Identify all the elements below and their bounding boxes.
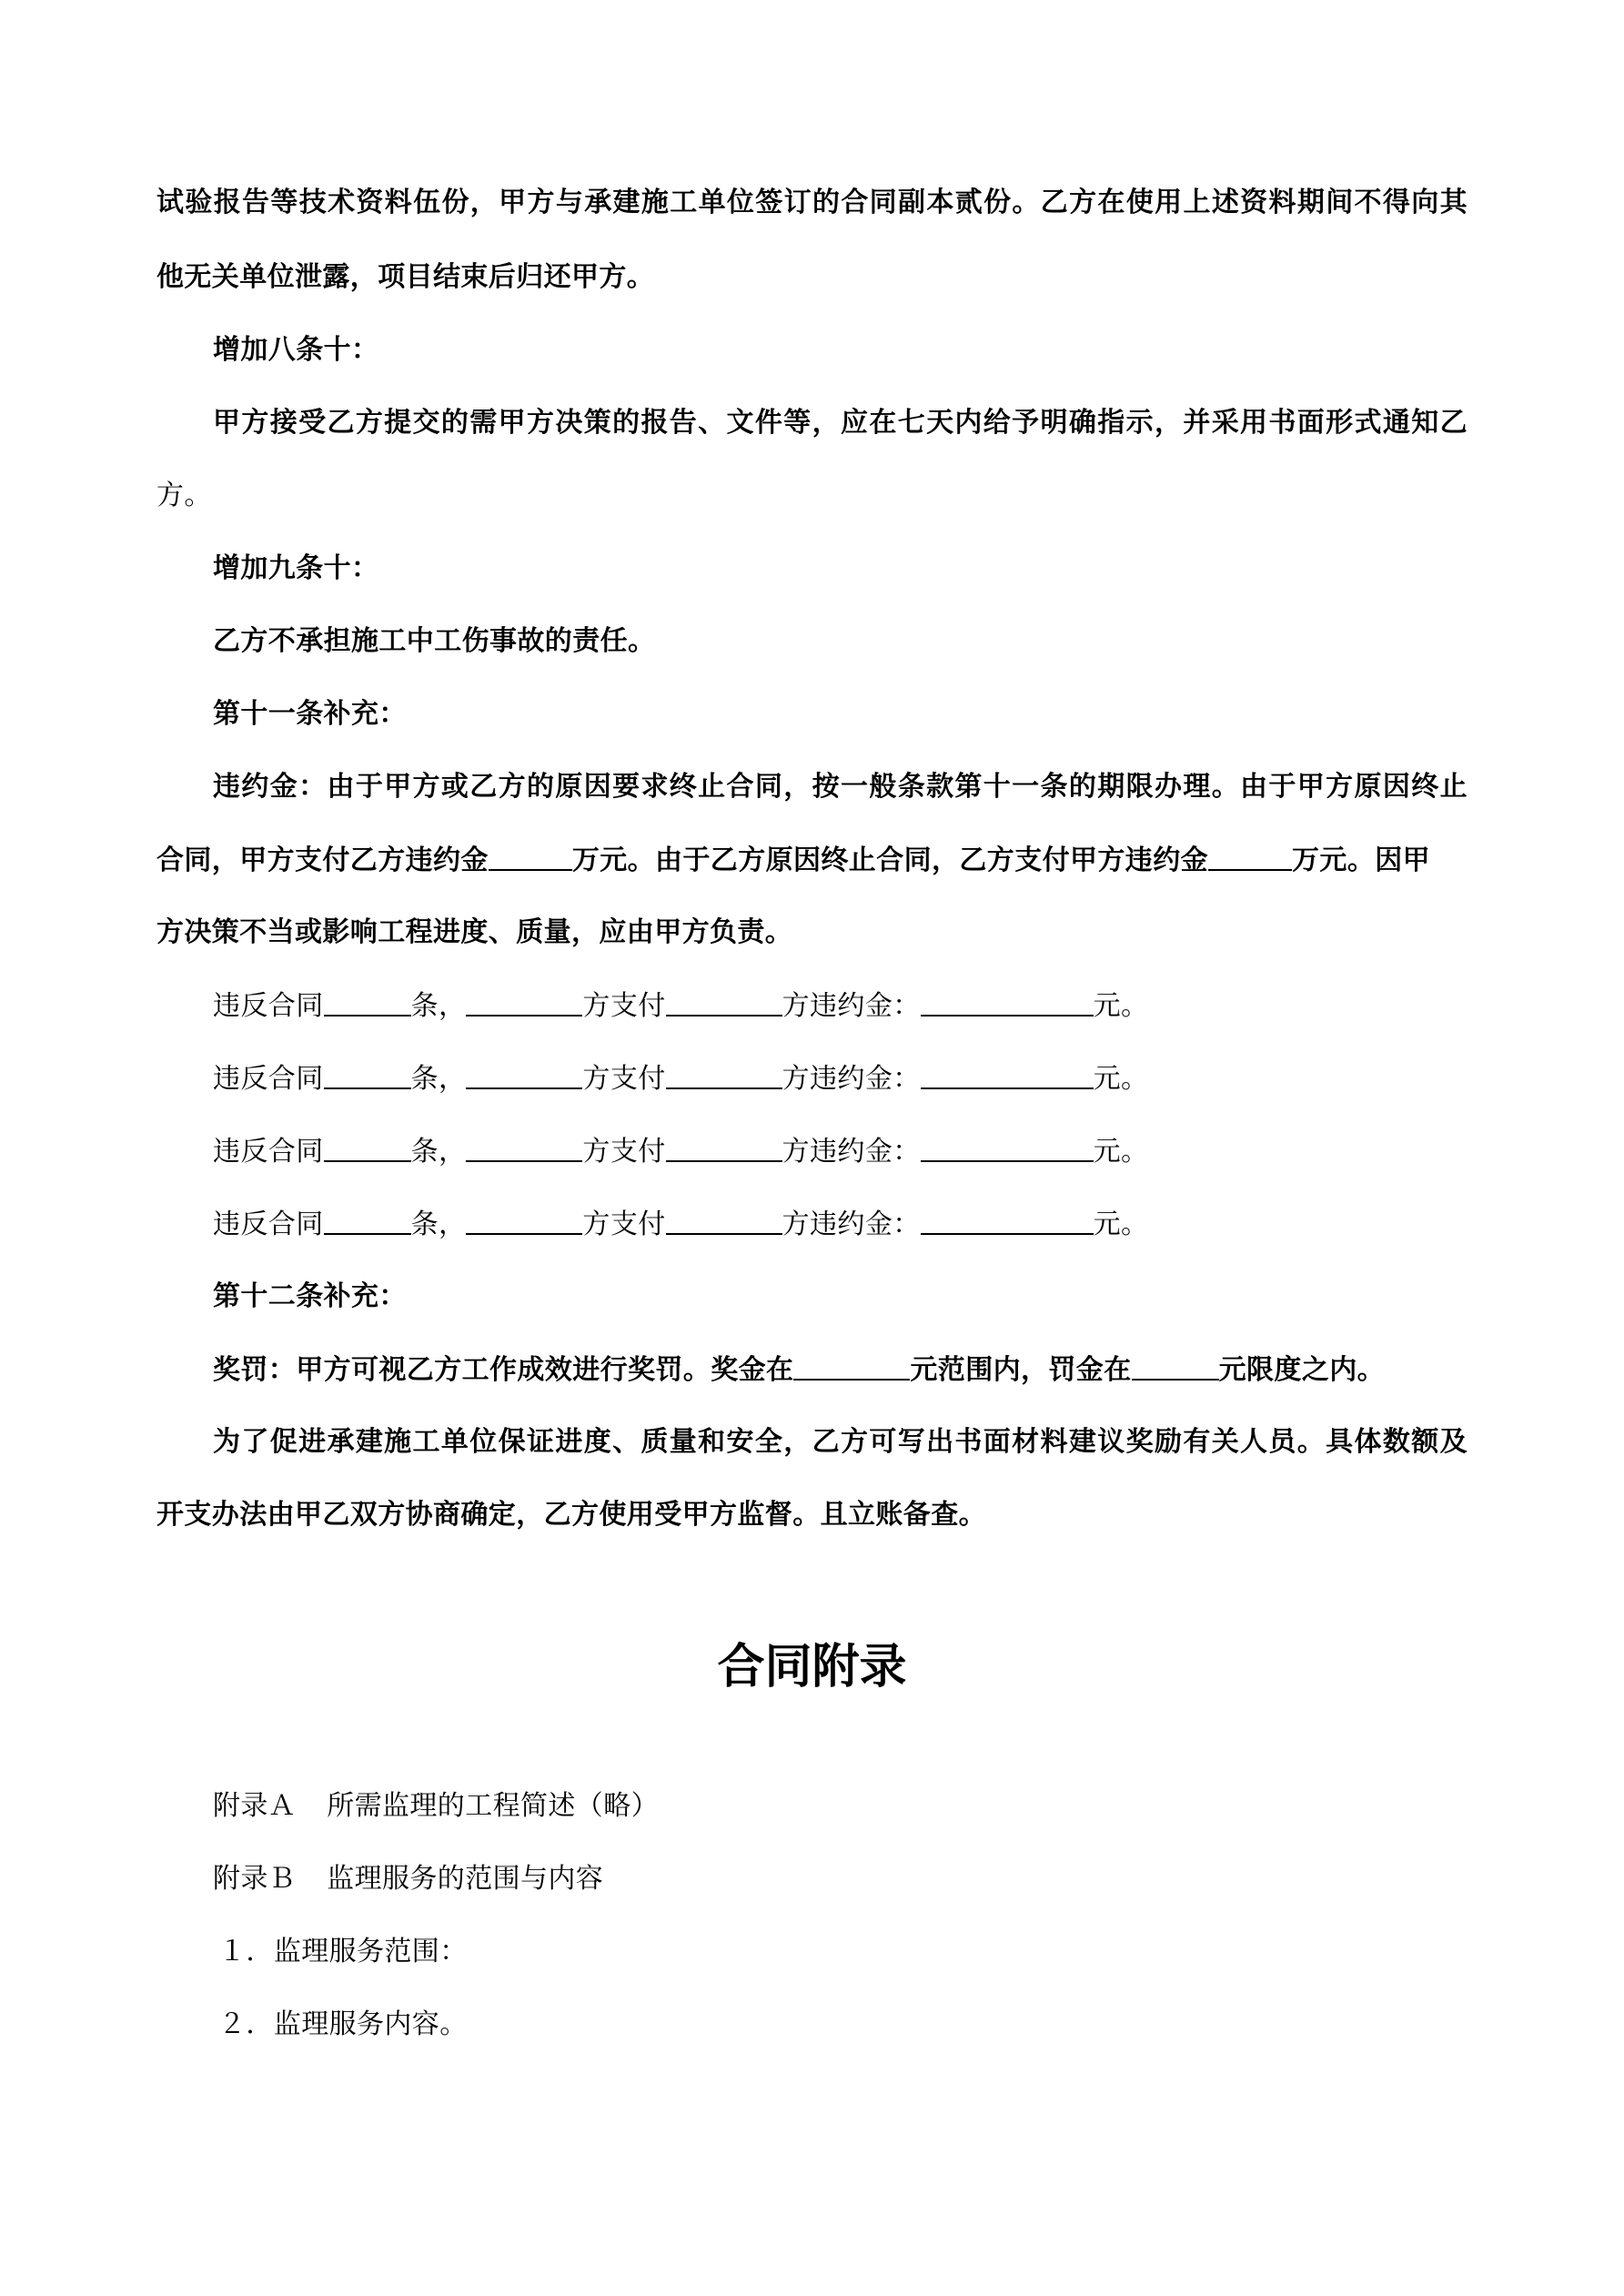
list-text: 监理服务范围： <box>273 1936 468 1967</box>
paragraph-line: 为了促进承建施工单位保证进度、质量和安全，乙方可写出书面材料建议奖励有关人员。具体数额及 <box>213 1426 1468 1458</box>
text-segment: 万元。由于乙方原因终止合同，乙方支付甲方违约金 <box>571 845 1209 876</box>
appendix-text: 所需监理的工程简述（略） <box>327 1790 660 1822</box>
fill-blank-article[interactable] <box>324 1206 411 1235</box>
text-segment: 元限度之内。 <box>1218 1354 1386 1386</box>
paragraph-line: 他无关单位泄露，项目结束后归还甲方。 <box>156 261 655 293</box>
fill-blank-payee[interactable] <box>666 1206 782 1235</box>
fill-blank-amount[interactable] <box>921 1206 1094 1235</box>
paragraph-line <box>213 1351 1385 1388</box>
appendix-sub-item <box>218 2007 468 2043</box>
text-segment: 方支付 <box>582 1136 666 1168</box>
list-number: １． <box>218 1936 274 1967</box>
paragraph-line: 试验报告等技术资料伍份，甲方与承建施工单位签订的合同副本贰份。乙方在使用上述资料期间不得向其 <box>156 187 1468 218</box>
fill-blank-article[interactable] <box>324 987 411 1017</box>
paragraph-line: 甲方接受乙方提交的需甲方决策的报告、文件等，应在七天内给予明确指示，并采用书面形式通知乙 <box>213 407 1468 439</box>
appendix-item-b <box>213 1861 603 1897</box>
fill-blank-article[interactable] <box>324 1133 411 1162</box>
penalty-row <box>213 1060 1148 1097</box>
section-heading-article-11: 第十一条补充： <box>213 698 407 730</box>
text-segment: 违反合同 <box>213 1063 324 1095</box>
text-segment: 条， <box>410 1209 467 1240</box>
text-segment: 违反合同 <box>213 990 324 1022</box>
list-number: ２． <box>218 2008 274 2040</box>
fill-blank-payee[interactable] <box>666 987 782 1017</box>
text-segment: 条， <box>410 1063 467 1095</box>
fill-blank-payer[interactable] <box>466 987 582 1017</box>
fill-blank-payee[interactable] <box>666 1060 782 1089</box>
section-heading-article-9: 增加九条十： <box>213 552 379 584</box>
paragraph-line: 违约金：由于甲方或乙方的原因要求终止合同，按一般条款第十一条的期限办理。由于甲方原因终止 <box>213 771 1468 803</box>
appendix-title: 合同附录 <box>717 1640 907 1694</box>
text-segment: 方支付 <box>582 1209 666 1240</box>
text-segment: 方违约金： <box>782 1063 921 1095</box>
text-segment: 违反合同 <box>213 1209 324 1240</box>
section-heading-article-8: 增加八条十： <box>213 334 379 366</box>
text-segment: 奖罚：甲方可视乙方工作成效进行奖罚。奖金在 <box>213 1354 794 1386</box>
fill-blank-payer[interactable] <box>466 1133 582 1162</box>
text-segment: 违反合同 <box>213 1136 324 1168</box>
paragraph-line: 乙方不承担施工中工伤事故的责任。 <box>213 625 656 657</box>
penalty-row <box>213 1133 1148 1169</box>
text-segment: 元。 <box>1093 1136 1149 1168</box>
fill-blank-fine-limit[interactable] <box>1132 1351 1219 1381</box>
text-segment: 元。 <box>1093 990 1149 1022</box>
fill-blank-payer[interactable] <box>466 1060 582 1089</box>
fill-blank-party-b-penalty[interactable] <box>1208 842 1292 871</box>
fill-blank-amount[interactable] <box>921 1060 1094 1089</box>
list-text: 监理服务内容。 <box>273 2008 468 2040</box>
text-segment: 条， <box>410 1136 467 1168</box>
fill-blank-payer[interactable] <box>466 1206 582 1235</box>
penalty-row <box>213 1206 1148 1242</box>
text-segment: 方违约金： <box>782 1136 921 1168</box>
text-segment: 方支付 <box>582 990 666 1022</box>
section-heading-article-12: 第十二条补充： <box>213 1280 407 1312</box>
text-segment: 元。 <box>1093 1063 1149 1095</box>
appendix-label: 附录Ａ <box>213 1790 297 1822</box>
fill-blank-amount[interactable] <box>921 987 1094 1017</box>
text-segment: 合同，甲方支付乙方违约金 <box>156 845 489 876</box>
appendix-label: 附录Ｂ <box>213 1863 297 1895</box>
text-segment: 方支付 <box>582 1063 666 1095</box>
paragraph-line <box>156 842 1430 878</box>
text-segment: 方违约金： <box>782 1209 921 1240</box>
paragraph-line: 方决策不当或影响工程进度、质量，应由甲方负责。 <box>156 916 793 948</box>
fill-blank-article[interactable] <box>324 1060 411 1089</box>
penalty-row <box>213 987 1148 1024</box>
appendix-sub-item <box>218 1934 468 1970</box>
fill-blank-bonus-limit[interactable] <box>793 1351 910 1381</box>
text-segment: 元范围内，罚金在 <box>910 1354 1132 1386</box>
appendix-text: 监理服务的范围与内容 <box>327 1863 604 1895</box>
fill-blank-payee[interactable] <box>666 1133 782 1162</box>
text-segment: 万元。因甲 <box>1292 845 1431 876</box>
fill-blank-amount[interactable] <box>921 1133 1094 1162</box>
paragraph-line: 开支办法由甲乙双方协商确定，乙方使用受甲方监督。且立账备查。 <box>156 1499 986 1531</box>
text-segment: 元。 <box>1093 1209 1149 1240</box>
paragraph-line: 方。 <box>156 480 212 511</box>
fill-blank-party-a-penalty[interactable] <box>489 842 572 871</box>
appendix-item-a <box>213 1788 659 1825</box>
text-segment: 方违约金： <box>782 990 921 1022</box>
text-segment: 条， <box>410 990 467 1022</box>
